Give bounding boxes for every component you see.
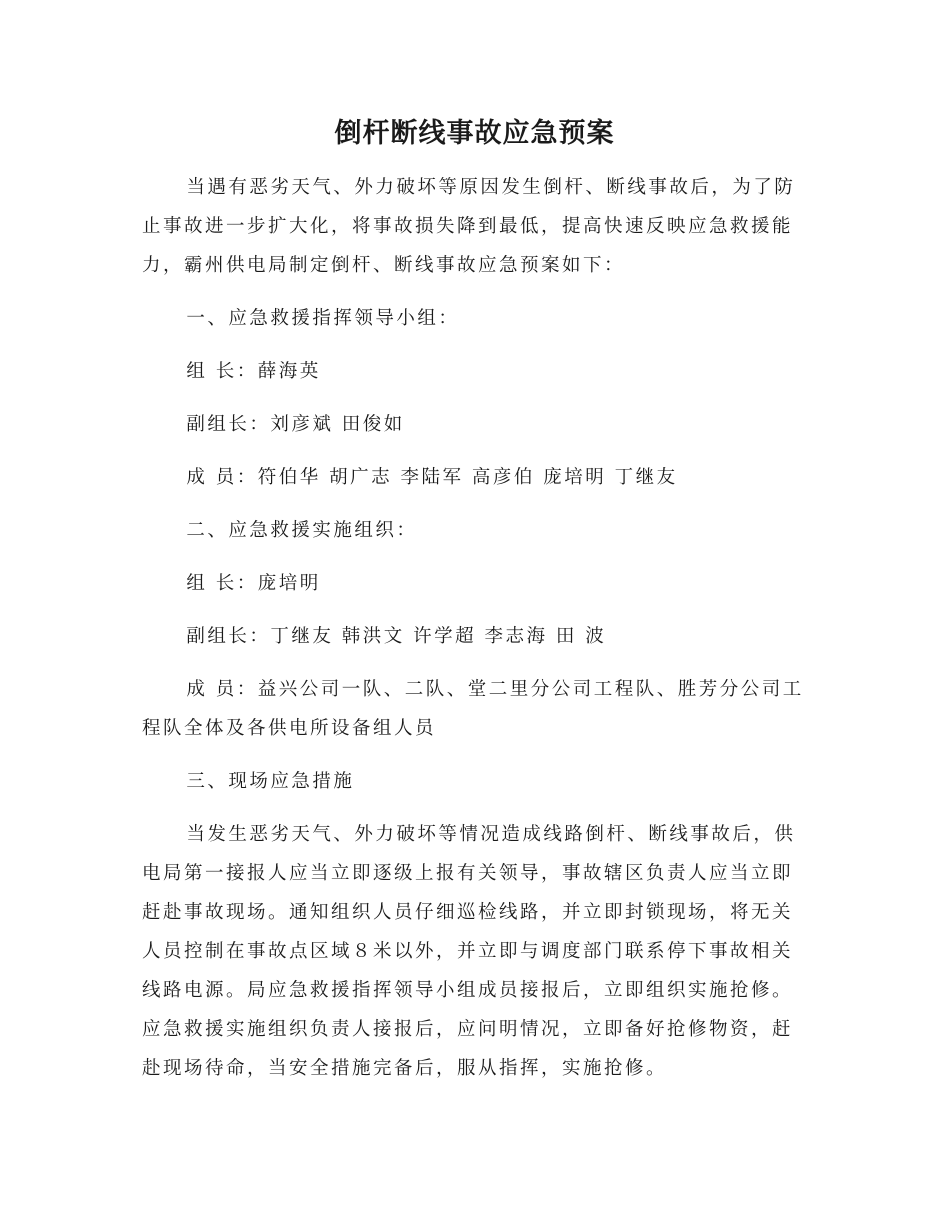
section3-body: 当发生恶劣天气、外力破坏等情况造成线路倒杆、断线事故后，供电局第一接报人应当立即逐级上报有关领导，事故辖区负责人应当立即赶赴事故现场。通知组织人员仔细巡检线路，并立即封锁现场，将无关人员控制在事故点区域８米以外，并立即与调度部门联系停下事故相关线路电源。局应急救援指挥领导小组成员接报后，立即组织实施抢修。应急救援实施组织负责人接报后，应问明情况，立即备好抢修物资，赶赴现场待命，当安全措施完备后，服从指挥，实施抢修。	[142, 824, 796, 1079]
section3-heading: 三、现场应急措施	[186, 771, 355, 792]
section2-deputy: 副组长：丁继友 韩洪文 许学超 李志海 田 波	[186, 626, 607, 647]
section2-heading: 二、应急救援实施组织：	[186, 520, 418, 541]
document-body	[142, 112, 807, 1088]
section1-leader: 组 长：薛海英	[186, 361, 321, 382]
section2-leader: 组 长：庞培明	[186, 573, 321, 594]
document-title: 倒杆断线事故应急预案	[334, 118, 615, 149]
section1-heading: 一、应急救援指挥领导小组：	[186, 308, 460, 329]
section1-members: 成 员：符伯华 胡广志 李陆军 高彦伯 庞培明 丁继友	[186, 467, 678, 488]
section1-deputy: 副组长：刘彦斌 田俊如	[186, 414, 405, 435]
section2-members: 成 员：益兴公司一队、二队、堂二里分公司工程队、胜芳分公司工程队全体及各供电所设备组人员	[142, 679, 804, 739]
intro-paragraph: 当遇有恶劣天气、外力破坏等原因发生倒杆、断线事故后，为了防止事故进一步扩大化，将事故损失降到最低，提高快速反映应急救援能力，霸州供电局制定倒杆、断线事故应急预案如下：	[142, 177, 796, 276]
